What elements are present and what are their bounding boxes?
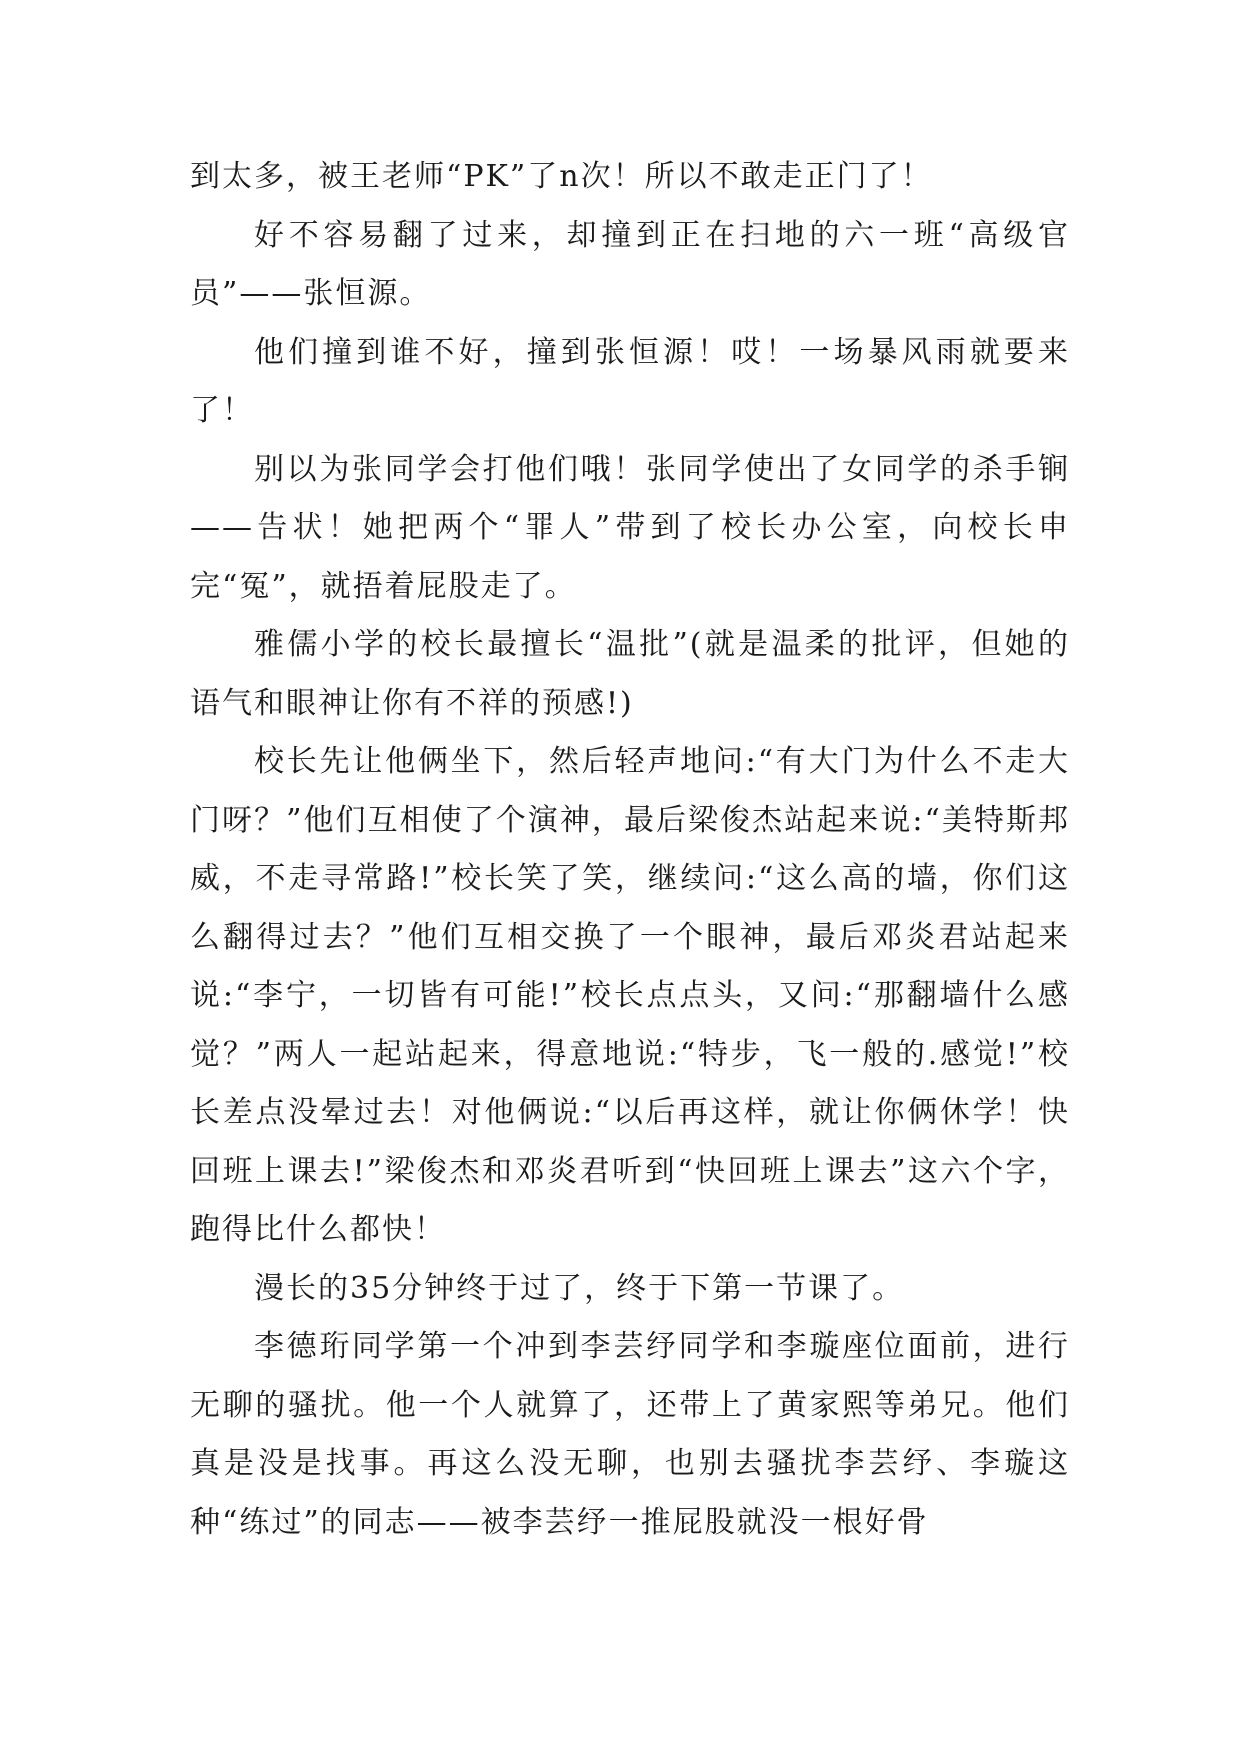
body-text [190,148,1070,1552]
paragraph-7: 漫长的35分钟终于过了，终于下第一节课了。 [254,1270,905,1306]
paragraph-2: 好不容易翻了过来，却撞到正在扫地的六一班“高级官员”——张恒源。 [190,217,1070,311]
paragraph-4: 别以为张同学会打他们哦！张同学使出了女同学的杀手锏——告状！她把两个“罪人”带到了校长办公室，向校长申完“冤”，就捂着屁股走了。 [190,451,1070,604]
paragraph-8: 李德珩同学第一个冲到李芸纾同学和李璇座位面前，进行无聊的骚扰。他一个人就算了，还带上了黄家熙等弟兄。他们真是没是找事。再这么没无聊，也别去骚扰李芸纾、李璇这种“练过”的同志——被李芸纾一推屁股就没一根好骨 [190,1329,1070,1540]
paragraph-6: 校长先让他俩坐下，然后轻声地问:“有大门为什么不走大门呀？”他们互相使了个演神，最后梁俊杰站起来说:“美特斯邦威，不走寻常路!”校长笑了笑，继续问:“这么高的墙，你们这么翻得过去？”他们互相交换了一个眼神，最后邓炎君站起来说:“李宁，一切皆有可能!”校长点点头，又问:“那翻墙什么感觉？”两人一起站起来，得意地说:“特步，飞一般的.感觉!”校长差点没晕过去！对他俩说:“以后再这样，就让你俩休学！快回班上课去!”梁俊杰和邓炎君听到“快回班上课去”这六个字，跑得比什么都快！ [190,744,1070,1247]
paragraph-1: 到太多，被王老师“PK”了n次！所以不敢走正门了！ [190,159,933,194]
paragraph-3: 他们撞到谁不好，撞到张恒源！哎！一场暴风雨就要来了！ [190,334,1070,428]
paragraph-5: 雅儒小学的校长最擅长“温批”(就是温柔的批评，但她的语气和眼神让你有不祥的预感!) [190,627,1070,721]
